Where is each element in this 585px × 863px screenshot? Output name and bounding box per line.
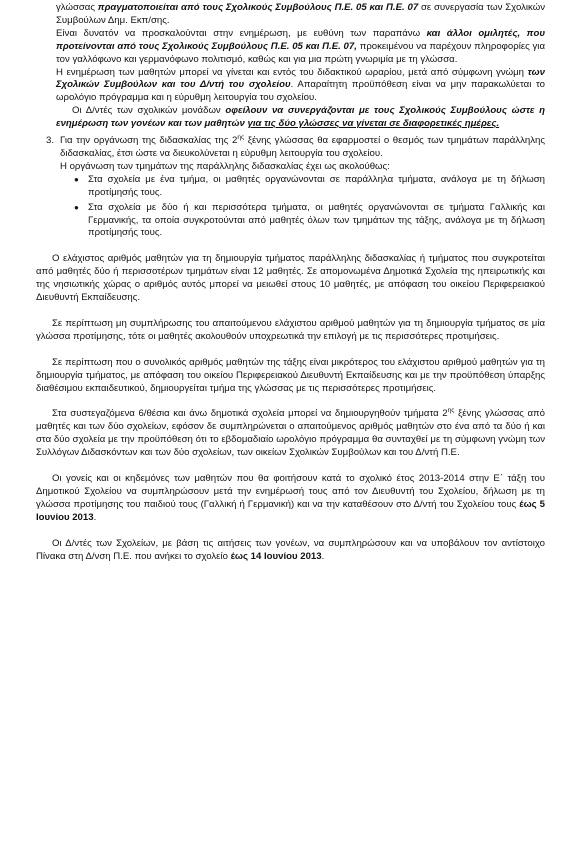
bullet-icon: ● xyxy=(74,202,79,212)
bullet-list xyxy=(60,174,545,241)
block-information-session xyxy=(36,2,545,131)
paragraph-shared-schools: Στα συστεγαζόμενα 6/θέσια και άνω δημοτικά σχολεία μπορεί να δημιουργηθούν τμήματα $2^{\eta\varsigma}$ ξένης γλώσσας από μαθητές και των δύο σχολείων, εφόσον δε συμπληρώνεται ο απαιτούμενος αριθμός μαθητών στο ένα από τα δύο ή και στα δύο σχολεία με την προϋπόθεση ότι το εβδομαδιαίο ωρολόγιο πρόγραμμα θα συνταχθεί με τη σύμφωνη γνώμη των Συλλόγων Διδασκόντων και των δύο σχολείων, των οικείων Σχολικών Συμβούλων και του Δ/ντή Π.Ε. xyxy=(36,407,545,459)
list-item: ● Στα σχολεία με ένα τμήμα, οι μαθητές οργανώνονται σε παράλληλα τμήματα, ανάλογα με τη δήλωση προτίμησής τους. xyxy=(74,173,545,198)
paragraph-teaching-hours: Η ενημέρωση των μαθητών μπορεί να γίνεται και εντός του διδακτικού ωραρίου, μετά από σύμφωνη γνώμη των Σχολικών Συμβούλων και του Δ/ντή του σχολείου. Απαραίτητη προϋπόθεση είναι να μην παρακωλύεται το ωρολόγιο πρόγραμμα και η εύρυθμη λειτουργία του σχολείου. xyxy=(56,66,545,104)
paragraph-insufficient-students: Σε περίπτωση μη συμπλήρωσης του απαιτούμενου ελάχιστου αριθμού μαθητών για τη δημιουργία τμήματος σε μία γλώσσα προτίμησης, τότε οι μαθητές ακολουθούν υποχρεωτικά την επιλογή με τις περισσότερες προτιμήσεις. xyxy=(36,317,545,342)
paragraph-minimum-students: Ο ελάχιστος αριθμός μαθητών για τη δημιουργία τμήματος παράλληλης διδασκαλίας ή τμήματος που συγκροτείται από μαθητές δύο ή περισσοτέρων τμημάτων είναι 12 μαθητές. Σε απομονωμένα Δημοτικά Σχολεία της ηπειρωτικής και της νησιωτικής χώρας ο αριθμός αυτός μπορεί να μειωθεί στους 10 μαθητές, με απόφαση του οικείου Περιφερειακού Διευθυντή Εκπαίδευσης. xyxy=(36,253,545,304)
paragraph-parents-declaration: Οι γονείς και οι κηδεμόνες των μαθητών που θα φοιτήσουν κατά το σχολικό έτος 2013-2014 στην Ε΄ τάξη του Δημοτικού Σχολείου να συμπληρώσουν μετά την ενημέρωσή τους από τον Διευθυντή του Σχολείου, δήλωση με τη γλώσσα προτίμησης του παιδιού τους (Γαλλική ή Γερμανική) και να την καταθέσουν στο Δ/ντή του Σχολείου τους έως 5 Ιουνίου 2013. xyxy=(36,473,545,523)
paragraph-directors-table: Οι Δ/ντές των Σχολείων, με βάση τις αιτήσεις των γονέων, να συμπληρώσουν και να υποβάλουν τον αντίστοιχο Πίνακα στη Δ/νση Π.Ε. που ανήκει το σχολείο έως 14 Ιουνίου 2013. xyxy=(36,537,545,562)
item-parallel-teaching: Για την οργάνωση της διδασκαλίας της $2^{\eta\varsigma}$ ξένης γλώσσας θα εφαρμοστεί ο θεσμός των τμημάτων παράλληλης διδασκαλίας, έτσι ώστε να διευκολύνεται η εύρυθμη λειτουργία του σχολείου. xyxy=(60,133,545,159)
bullet-icon: ● xyxy=(74,174,79,184)
paragraph-other-speakers: Είναι δυνατόν να προσκαλούνται στην ενημέρωση, με ευθύνη των παραπάνω και άλλοι ομιλητές, που προτείνονται από τους Σχολικούς Συμβούλους Π.Ε. 05 και Π.Ε. 07, προκειμένου να παρέχουν πληροφορίες για τον γαλλόφωνο και γερμανόφωνο πολιτισμό, καθώς και για μια πρώτη γνωριμία με τη γλώσσα. xyxy=(56,27,545,65)
paragraph-small-class: Σε περίπτωση που ο συνολικός αριθμός μαθητών της τάξης είναι μικρότερος του ελάχιστου αριθμού μαθητών για τη δημιουργία τμήματος, με απόφαση του οικείου Περιφερειακού Διευθυντή Εκπαίδευσης και με την προϋπόθεση ύπαρξης διαθέσιμου εκπαιδευτικού, δημιουργείται τμήμα της γλώσσας με τις περισσότερες προτιμήσεις. xyxy=(36,356,545,394)
paragraph-different-days: Οι Δ/ντές των σχολικών μονάδων οφείλουν να συνεργάζονται με τους Σχολικούς Συμβούλους ώστε η ενημέρωση των γονέων και των μαθητών για τις δύο γλώσσες να γίνεται σε διαφορετικές ημέρες. xyxy=(56,105,545,130)
list-item: ● Στα σχολεία με δύο ή και περισσότερα τμήματα, οι μαθητές οργανώνονται σε τμήματα Γαλλικής και Γερμανικής, τα οποία συγκροτούνται από μαθητές όλων των τμημάτων της τάξης, ανάλογα με τη δήλωση προτίμησής τους. xyxy=(74,201,545,239)
item-organisation-intro: Η οργάνωση των τμημάτων της παράλληλης διδασκαλίας έχει ως ακολούθως: xyxy=(60,160,390,172)
numbered-item-3 xyxy=(46,135,545,242)
item-body xyxy=(60,135,545,242)
paragraph-school-advisors: γλώσσας πραγματοποιείται από τους Σχολικούς Συμβούλους Π.Ε. 05 και Π.Ε. 07 σε συνεργασία των Σχολικών Συμβούλων Δημ. Εκπ/σης. xyxy=(56,2,545,26)
item-number: 3. xyxy=(46,135,55,147)
